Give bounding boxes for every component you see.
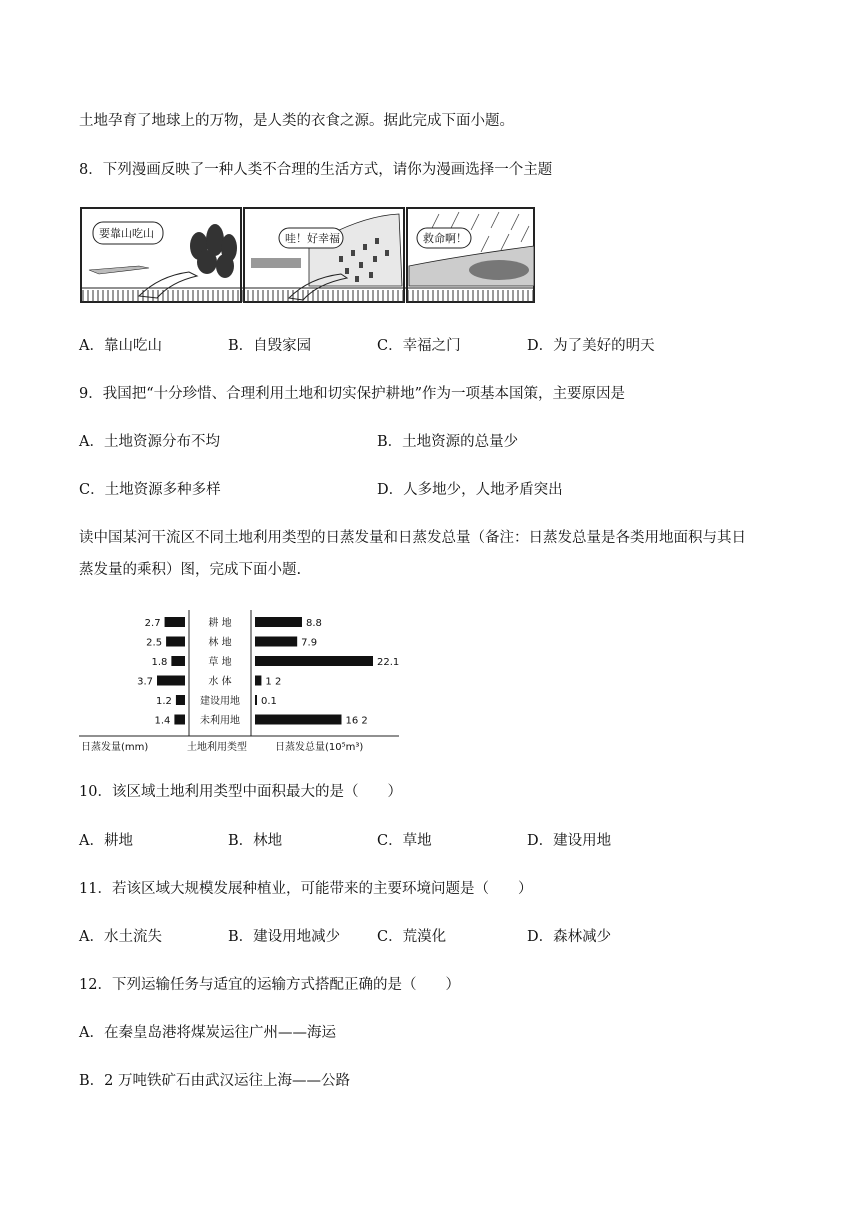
reading-line-1: 读中国某河干流区不同土地利用类型的日蒸发量和日蒸发总量（备注：日蒸发总量是各类用地面积与其日: [79, 530, 746, 546]
question-12-stem: 12．下列运输任务与适宜的运输方式搭配正确的是（ ）: [79, 977, 460, 993]
left-bar-value: 2.7: [144, 618, 161, 629]
category-label: 林 地: [208, 637, 232, 649]
axis-label-left: 日蒸发量(mm): [81, 742, 149, 753]
left-bar: [165, 617, 185, 627]
question-9-stem: 9．我国把“十分珍惜、合理利用土地和切实保护耕地”作为一项基本国策，主要原因是: [79, 386, 626, 402]
category-label: 水 体: [208, 676, 232, 688]
left-bar-value: 1.8: [151, 657, 168, 668]
comic-panel-2-text: 哇！好幸福: [285, 232, 340, 245]
right-bar: [255, 637, 297, 647]
question-10-stem: 10．该区域土地利用类型中面积最大的是（ ）: [79, 784, 402, 800]
q8-option-b: B．自毁家园: [228, 338, 312, 354]
q8-option-c: C．幸福之门: [377, 338, 461, 354]
q9-option-d: D．人多地少，人地矛盾突出: [377, 482, 563, 498]
category-label: 草 地: [208, 657, 232, 668]
left-bar: [166, 637, 185, 647]
left-bar: [174, 715, 185, 725]
left-bar-value: 1.2: [156, 696, 172, 707]
right-bar: [255, 656, 373, 666]
q10-option-b: B．林地: [228, 833, 283, 849]
right-bar-value: 16 2: [345, 715, 368, 727]
q10-option-a: A．耕地: [79, 833, 133, 849]
q11-option-a: A．水土流失: [79, 929, 162, 945]
left-bar-value: 2.5: [146, 637, 163, 649]
q9-option-c: C．土地资源多种多样: [79, 482, 221, 498]
axis-label-center: 土地利用类型: [187, 742, 247, 753]
intro-text: 土地孕育了地球上的万物，是人类的衣食之源。据此完成下面小题。: [79, 113, 514, 129]
reading-line-2: 蒸发量的乘积）图，完成下面小题.: [79, 562, 302, 578]
q8-option-a: A．靠山吃山: [79, 338, 162, 354]
right-bar-value: 0.1: [261, 696, 277, 707]
left-bar-value: 3.7: [137, 676, 153, 688]
q12-option-b: B．2 万吨铁矿石由武汉运往上海——公路: [79, 1073, 350, 1089]
q11-option-b: B．建设用地减少: [228, 929, 341, 945]
category-label: 耕 地: [208, 618, 232, 629]
right-bar: [255, 676, 261, 686]
right-bar-value: 8.8: [305, 618, 322, 629]
comic-panel-3-text: 救命啊！: [423, 232, 467, 245]
question-11-stem: 11．若该区域大规模发展种植业，可能带来的主要环境问题是（ ）: [79, 881, 533, 897]
category-label: 建设用地: [200, 696, 240, 707]
q10-option-d: D．建设用地: [527, 833, 612, 849]
right-bar: [255, 695, 257, 705]
evaporation-chart: [79, 608, 399, 760]
q9-option-b: B．土地资源的总量少: [377, 434, 519, 450]
axis-label-right: 日蒸发总量(10⁵m³): [275, 742, 364, 753]
comic-panel-1-text: 要靠山吃山: [99, 227, 154, 240]
right-bar: [255, 617, 302, 627]
category-label: 未利用地: [200, 715, 240, 727]
q8-option-d: D．为了美好的明天: [527, 338, 655, 354]
q12-option-a: A．在秦皇岛港将煤炭运往广州——海运: [79, 1025, 336, 1041]
q11-option-d: D．森林减少: [527, 929, 612, 945]
right-bar: [255, 715, 341, 725]
comic-strip: [79, 206, 536, 306]
right-bar-value: 22.1: [377, 657, 399, 668]
right-bar-value: 1 2: [265, 676, 282, 688]
left-bar: [171, 656, 185, 666]
q10-option-c: C．草地: [377, 833, 432, 849]
right-bar-value: 7.9: [301, 637, 318, 649]
question-8-stem: 8．下列漫画反映了一种人类不合理的生活方式，请你为漫画选择一个主题: [79, 162, 553, 178]
left-bar: [157, 676, 185, 686]
left-bar-value: 1.4: [154, 715, 171, 727]
q9-option-a: A．土地资源分布不均: [79, 434, 220, 450]
q11-option-c: C．荒漠化: [377, 929, 447, 945]
left-bar: [176, 695, 185, 705]
